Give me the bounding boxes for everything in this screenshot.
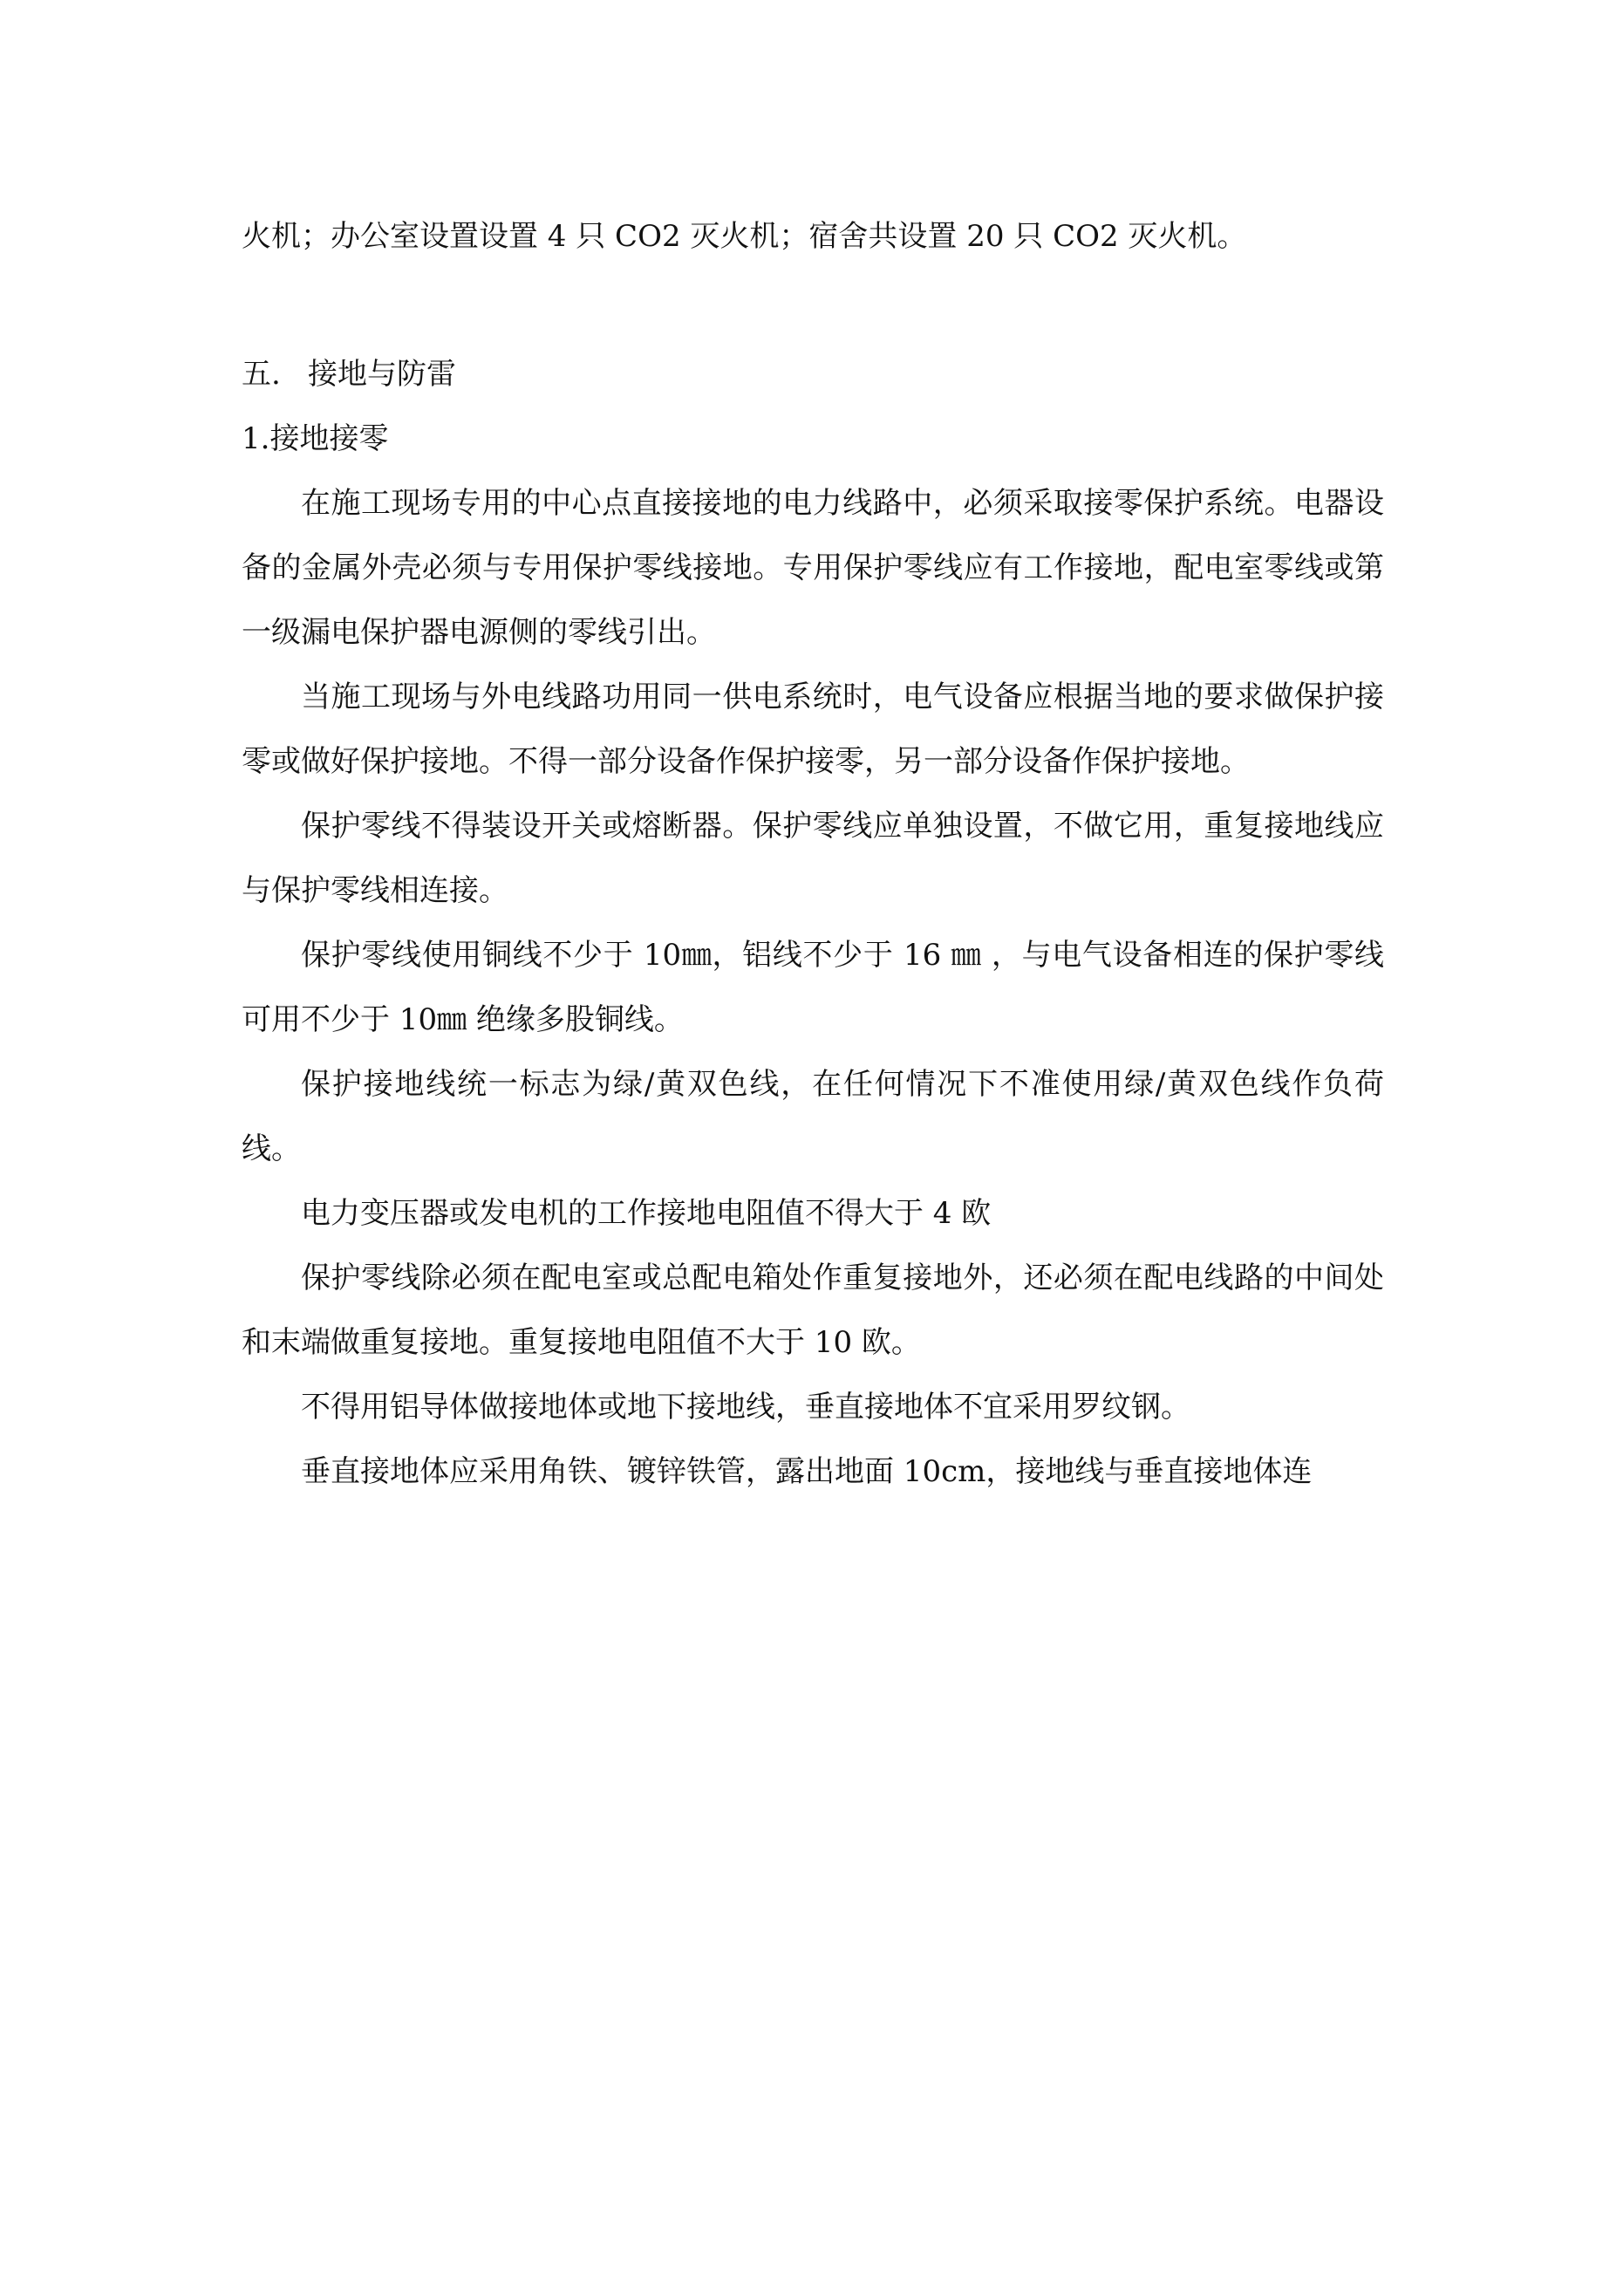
paragraph: 保护零线除必须在配电室或总配电箱处作重复接地外，还必须在配电线路的中间处和末端做重复接地。重复接地电阻值不大于 10 欧。 — [242, 1261, 1384, 1360]
paragraph: 当施工现场与外电线路功用同一供电系统时，电气设备应根据当地的要求做保护接零或做好保护接地。不得一部分设备作保护接零，另一部分设备作保护接地。 — [242, 680, 1384, 779]
paragraph: 保护零线使用铜线不少于 10㎜，铝线不少于 16 ㎜ ，与电气设备相连的保护零线可用不少于 10㎜ 绝缘多股铜线。 — [242, 938, 1384, 1037]
subsection-heading: 1.接地接零 — [242, 421, 389, 456]
section-heading — [242, 342, 1384, 407]
carryover-line: 火机；办公室设置设置 4 只 CO2 灭火机；宿舍共设置 20 只 CO2 灭火机。 — [242, 219, 1247, 254]
paragraph: 保护零线不得装设开关或熔断器。保护零线应单独设置，不做它用，重复接地线应与保护零线相连接。 — [242, 809, 1384, 908]
paragraph: 不得用铝导体做接地体或地下接地线，垂直接地体不宜采用罗纹钢。 — [301, 1390, 1190, 1425]
document-body — [242, 204, 1384, 1504]
paragraph: 电力变压器或发电机的工作接地电阻值不得大于 4 欧 — [301, 1196, 992, 1231]
paragraph: 垂直接地体应采用角铁、镀锌铁管，露出地面 10cm，接地线与垂直接地体连 — [301, 1454, 1313, 1489]
paragraph: 在施工现场专用的中心点直接接地的电力线路中，必须采取接零保护系统。电器设备的金属外壳必须与专用保护零线接地。专用保护零线应有工作接地，配电室零线或第一级漏电保护器电源侧的零线引出。 — [242, 486, 1384, 650]
section-title: 接地与防雷 — [308, 357, 456, 392]
section-number: 五. — [242, 357, 281, 392]
paragraph: 保护接地线统一标志为绿/黄双色线，在任何情况下不准使用绿/黄双色线作负荷线。 — [242, 1067, 1384, 1166]
